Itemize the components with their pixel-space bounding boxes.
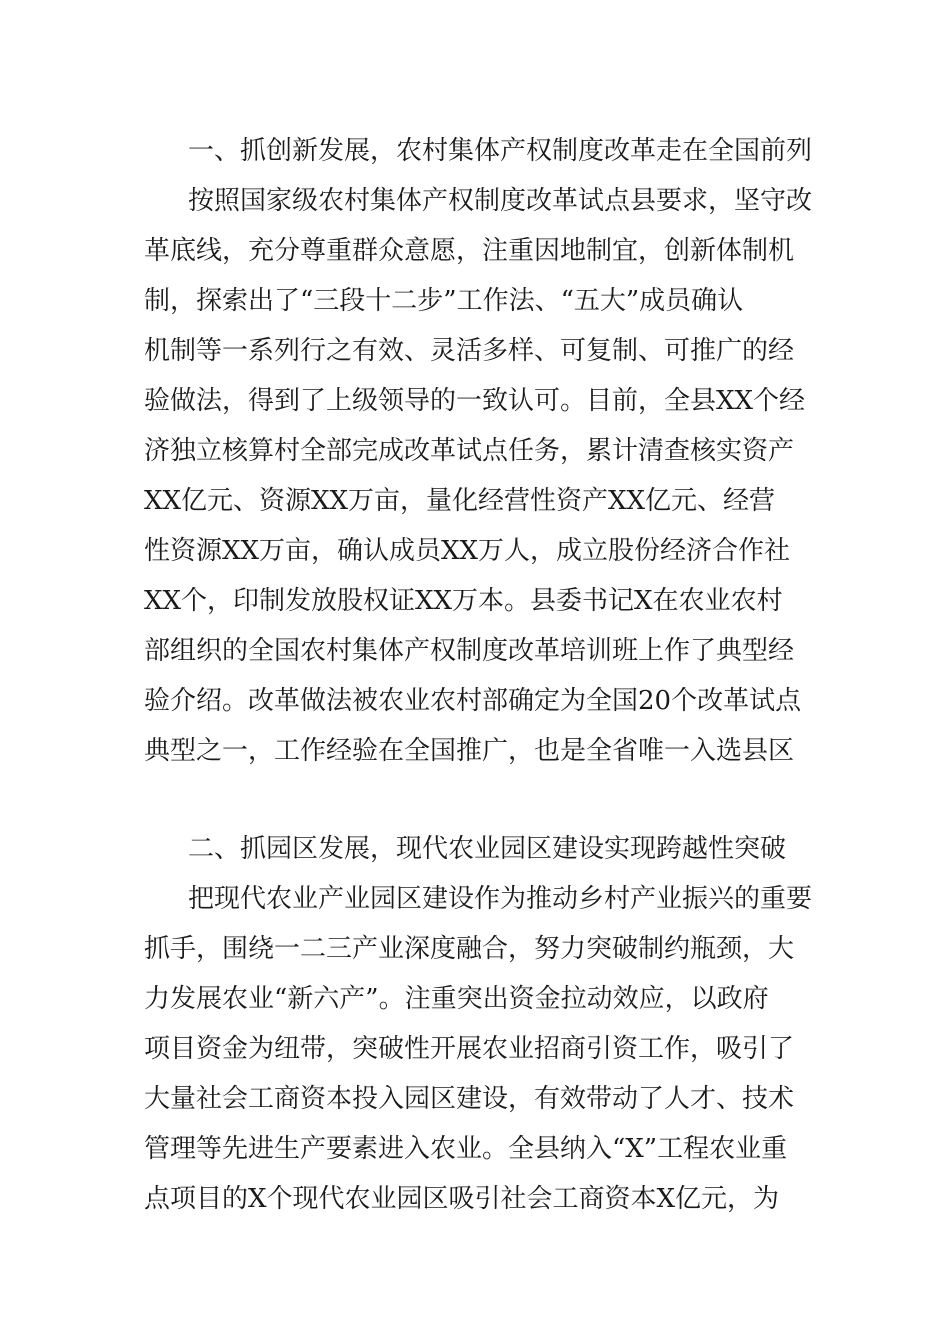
section-1-line-2: 革底线，充分尊重群众意愿，注重因地制宜，创新体制机 [144, 236, 795, 266]
section-1-line-1: 按照国家级农村集体产权制度改革试点县要求，坚守改 [188, 186, 813, 216]
section-1-line-5: 验做法，得到了上级领导的一致认可。目前，全县XX个经 [144, 386, 806, 416]
section-1-line-9: XX个，印制发放股权证XX万本。县委书记X在农业农村 [144, 586, 783, 616]
section-2-line-6: 管理等先进生产要素进入农业。全县纳入“X”工程农业重 [144, 1134, 788, 1164]
section-1-line-3: 制，探索出了“三段十二步”工作法、“五大”成员确认 [144, 286, 744, 316]
section-1-line-8: 性资源XX万亩，确认成员XX万人，成立股份经济合作社 [144, 536, 791, 566]
section-2-line-4: 项目资金为纽带，突破性开展农业招商引资工作，吸引了 [144, 1034, 795, 1064]
section-2-line-2: 抓手，围绕一二三产业深度融合，努力突破制约瓶颈，大 [144, 934, 795, 964]
section-1-line-7: XX亿元、资源XX万亩，量化经营性资产XX亿元、经营 [144, 486, 776, 516]
section-2-line-7: 点项目的X个现代农业园区吸引社会工商资本X亿元，为 [144, 1184, 780, 1214]
section-2-line-1: 把现代农业产业园区建设作为推动乡村产业振兴的重要 [188, 884, 813, 914]
section-1-line-6: 济独立核算村全部完成改革试点任务，累计清查核实资产 [144, 436, 795, 466]
section-1-line-4: 机制等一系列行之有效、灵活多样、可复制、可推广的经 [144, 336, 795, 366]
section-1-heading: 一、抓创新发展，农村集体产权制度改革走在全国前列 [188, 136, 813, 166]
section-2-line-5: 大量社会工商资本投入园区建设，有效带动了人才、技术 [144, 1084, 795, 1114]
section-1-line-11: 验介绍。改革做法被农业农村部确定为全国20个改革试点 [144, 686, 802, 716]
section-2-heading: 二、抓园区发展，现代农业园区建设实现跨越性突破 [188, 834, 787, 864]
section-1-line-10: 部组织的全国农村集体产权制度改革培训班上作了典型经 [144, 636, 795, 666]
section-2-line-3: 力发展农业“新六产”。注重突出资金拉动效应，以政府 [144, 984, 769, 1014]
section-1-line-12: 典型之一，工作经验在全国推广，也是全省唯一入选县区 [144, 736, 795, 766]
